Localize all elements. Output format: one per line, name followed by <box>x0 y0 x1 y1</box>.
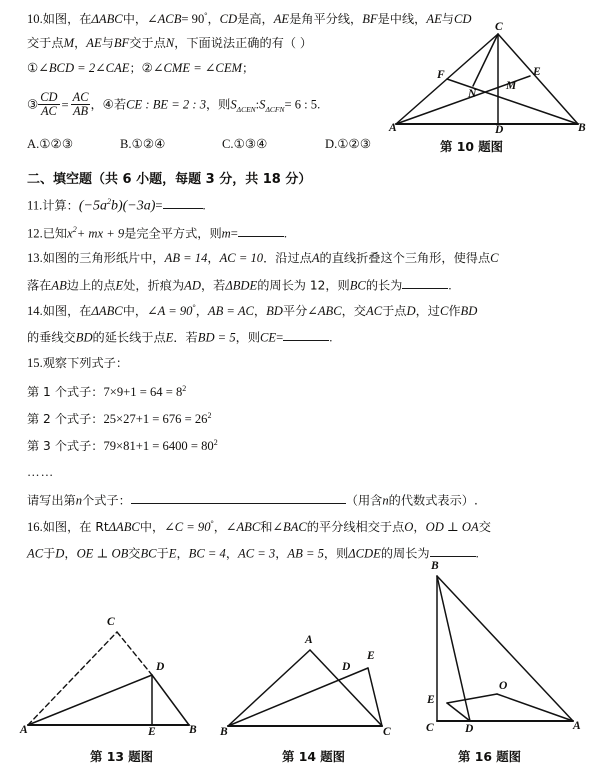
figure-q13-label-D: D <box>156 661 165 673</box>
figure-q10-label-N: N <box>468 88 477 100</box>
q15-row-2: 第 2 个式子：$25\times 27+1 = 676 = 26^2$ <box>27 411 212 427</box>
figure-q16-label-O: O <box>499 680 508 692</box>
q12-line: 12.已知$x^2+$ mx + 9是完全平方式，则m= . <box>27 225 288 241</box>
figure-q13-svg <box>22 610 202 735</box>
q15-prompt: 请写出第n个式子： （用含n的代数式表示）. <box>27 493 478 508</box>
figure-q10-label-F: F <box>437 69 445 81</box>
figure-q16-caption: 第 16 题图 <box>458 749 522 764</box>
fraction-cd-ac: $\frac{CD}{AC}$ <box>40 90 58 119</box>
q11-line: 11.计算：$(-5a^2b)(-3a)=$ . <box>27 197 206 214</box>
figure-q14-label-D: D <box>342 661 351 673</box>
figure-q10-label-M: M <box>506 80 517 92</box>
option-b[interactable]: B.①②④ <box>120 137 166 151</box>
q16-line-2: AC于D，OE ⊥ OB交BC于E，BC = 4，AC = 3，AB = 5，则ΔCDE的周长为 . <box>27 546 479 561</box>
figure-q10-label-E: E <box>533 66 541 78</box>
figure-q16-label-E: E <box>427 694 435 706</box>
fraction-ac-ab: $\frac{AC}{AB}$ <box>72 90 89 119</box>
figure-q14-label-A: A <box>305 634 313 646</box>
figure-q16-svg <box>425 568 585 738</box>
q10-line-2: 交于点M，AE与BF交于点N，下面说法正确的有（ ） <box>27 36 313 50</box>
q14-line-1: 14.如图，在ΔABC中，∠A = 90°，AB = AC，BD平分∠ABC，交AC于点D，过C作BD <box>27 303 478 319</box>
q10-statement-3-4: ③ $\frac{CD}{AC}$ = $\frac{AC}{AB}$ ，④若CE : BE = 2 : 3，则$S_{\Delta CEN}:S_{\Delta CFN}= 6$ : 5. <box>27 90 321 119</box>
figure-q10-label-B: B <box>578 122 586 134</box>
q13-line-2: 落在AB边上的点E处，折痕为AD，若ΔBDE的周长为 12，则BC的长为 . <box>27 278 452 293</box>
q13-answer-blank[interactable] <box>402 278 448 289</box>
q15-answer-blank[interactable] <box>131 493 346 504</box>
q15-row-3: 第 3 个式子：$79\times 81+1 = 6400 = 80^2$ <box>27 438 218 454</box>
q15-ellipsis: …… <box>27 465 55 479</box>
figure-q10-label-A: A <box>389 122 397 134</box>
option-c[interactable]: C.①③④ <box>222 137 268 151</box>
q15-row-1: 第 1 个式子：$7\times 9+1 = 64 = 8^2$ <box>27 384 187 400</box>
section-2-heading: 二、填空题（共 6 小题，每题 3 分，共 18 分） <box>27 172 312 187</box>
q16-line-1: 16.如图，在 RtΔABC中，∠C = 90°，∠ABC和∠BAC的平分线相交于点O，OD ⊥ OA交 <box>27 519 491 535</box>
q10-statement-1-2: ①∠BCD = 2∠CAE；②∠CME = ∠CEM； <box>27 61 255 75</box>
q14-answer-blank[interactable] <box>283 330 329 341</box>
figure-q13 <box>20 610 202 738</box>
figure-q10-caption: 第 10 题图 <box>440 139 504 154</box>
figure-q14 <box>220 620 397 738</box>
figure-q16-label-A: A <box>573 720 581 732</box>
figure-q10-label-D: D <box>495 124 504 136</box>
figure-q13-caption: 第 13 题图 <box>90 749 154 764</box>
figure-q16-label-C: C <box>426 722 434 734</box>
figure-q13-label-B: B <box>189 724 197 736</box>
q12-answer-blank[interactable] <box>238 226 284 237</box>
q16-answer-blank[interactable] <box>430 546 476 557</box>
figure-q14-label-B: B <box>220 726 228 738</box>
figure-q13-label-A: A <box>20 724 28 736</box>
q14-line-2: 的垂线交BD的延长线于点E．若BD = 5，则CE= . <box>27 330 333 345</box>
q11-answer-blank[interactable] <box>163 198 203 209</box>
figure-q10-svg <box>388 24 593 136</box>
figure-q14-label-E: E <box>367 650 375 662</box>
q15-title: 15.观察下列式子： <box>27 356 129 370</box>
figure-q14-label-C: C <box>383 726 391 738</box>
figure-q13-label-C: C <box>107 616 115 628</box>
figure-q16 <box>425 560 585 738</box>
q10-line-1: 10.如图，在ΔABC中，∠ACB= 90°，CD是高，AE是角平分线，BF是中线，AE与CD <box>27 11 472 27</box>
figure-q16-label-B: B <box>431 560 439 572</box>
figure-q16-label-D: D <box>465 723 474 735</box>
figure-q10 <box>388 21 593 136</box>
figure-q13-label-E: E <box>148 726 156 738</box>
figure-q14-caption: 第 14 题图 <box>282 749 346 764</box>
option-a[interactable]: A.①②③ <box>27 137 74 151</box>
option-d[interactable]: D.①②③ <box>325 137 372 151</box>
q13-line-1: 13.如图的三角形纸片中，AB = 14，AC = 10．沿过点A的直线折叠这个三角形，使得点C <box>27 251 499 265</box>
figure-q10-label-C: C <box>495 21 503 33</box>
